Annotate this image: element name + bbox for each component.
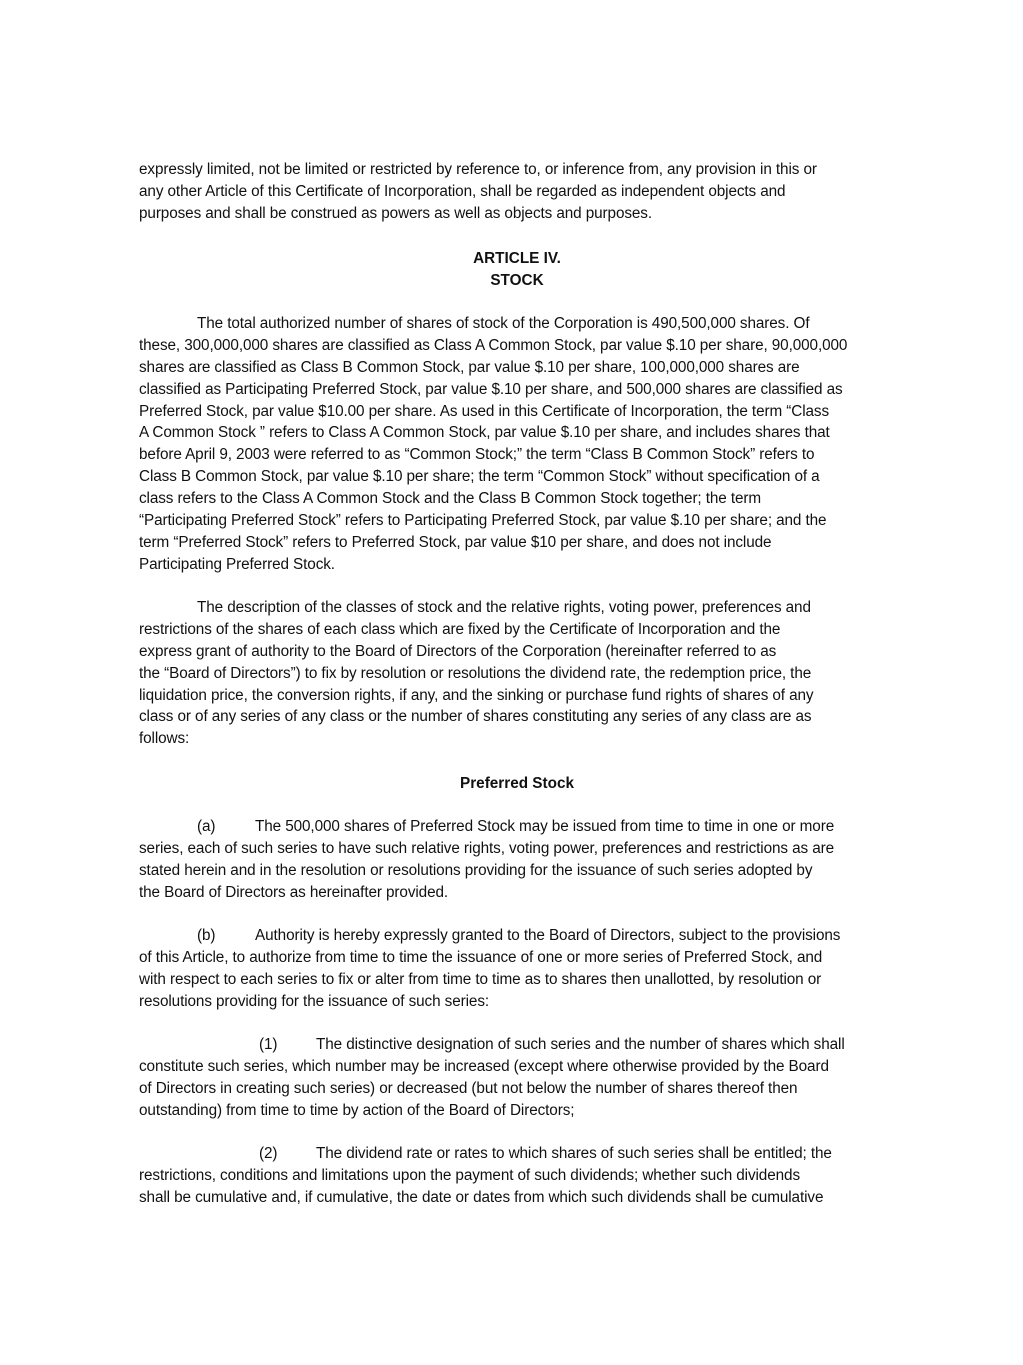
text-line: of Directors in creating such series) or decreased (but not below the number of shares thereof then (139, 1079, 798, 1097)
clause-label: (1) (259, 1036, 278, 1053)
clause-2 (139, 1143, 895, 1209)
text-line: shares are classified as Class B Common Stock, par value $.10 per share, 100,000,000 shares are (139, 358, 800, 376)
text-line: Class B Common Stock, par value $.10 per share; the term “Common Stock” without specification of a (139, 468, 820, 486)
text-line: class refers to the Class A Common Stock and the Class B Common Stock together; the term (139, 490, 762, 508)
preferred-stock-heading: Preferred Stock (460, 775, 574, 792)
text-line: The distinctive designation of such series and the number of shares which shall (316, 1036, 845, 1053)
text-line: resolutions providing for the issuance of such series: (139, 992, 490, 1010)
clause-label: (b) (197, 927, 216, 944)
clause-first-line (139, 816, 895, 838)
text-line: term “Preferred Stock” refers to Preferred Stock, par value $10 per share, and does not include (139, 533, 772, 551)
paragraph-class-description (139, 597, 895, 750)
text-line: any other Article of this Certificate of Incorporation, shall be regarded as independent objects and (139, 182, 786, 200)
text-line: The total authorized number of shares of stock of the Corporation is 490,500,000 shares. Of (197, 315, 810, 332)
text-line: express grant of authority to the Board of Directors of the Corporation (hereinafter referred to as (139, 642, 777, 660)
text-line: constitute such series, which number may be increased (except where otherwise provided by the Board (139, 1057, 829, 1075)
clause-first-line (139, 925, 895, 947)
paragraph-authorized-shares (139, 313, 895, 576)
clause-first-line (139, 1143, 895, 1165)
text-line: with respect to each series to fix or alter from time to time as to shares then unallotted, by resolution or (139, 970, 822, 988)
text-line: A Common Stock ” refers to Class A Common Stock, par value $.10 per share, and includes shares that (139, 424, 830, 442)
text-line: the Board of Directors as hereinafter provided. (139, 883, 449, 901)
clause-1 (139, 1034, 895, 1122)
text-line: series, each of such series to have such relative rights, voting power, preferences and restrictions as are (139, 839, 835, 857)
clause-label: (a) (197, 818, 216, 835)
text-line: shall be cumulative and, if cumulative, the date or dates from which such dividends shall be cumulative (139, 1188, 824, 1206)
text-line: Participating Preferred Stock. (139, 555, 335, 573)
clause-label: (2) (259, 1145, 278, 1162)
text-line: purposes and shall be construed as powers as well as objects and purposes. (139, 204, 653, 222)
text-line: class or of any series of any class or the number of shares constituting any series of any class are as (139, 708, 812, 726)
text-line: The dividend rate or rates to which shares of such series shall be entitled; the (316, 1145, 832, 1162)
article-title-heading: STOCK (490, 272, 544, 289)
text-line: “Participating Preferred Stock” refers to Participating Preferred Stock, par value $.10 per share; and the (139, 512, 827, 530)
article-number-heading: ARTICLE IV. (473, 250, 561, 267)
text-line: stated herein and in the resolution or resolutions providing for the issuance of such series adopted by (139, 861, 813, 879)
text-line: of this Article, to authorize from time to time the issuance of one or more series of Preferred Stock, and (139, 948, 823, 966)
clause-first-line (139, 1034, 895, 1056)
text-line: the “Board of Directors”) to fix by resolution or resolutions the dividend rate, the redemption price, the (139, 664, 812, 682)
clause-b (139, 925, 895, 1013)
text-line: liquidation price, the conversion rights, if any, and the sinking or purchase fund rights of shares of any (139, 686, 814, 704)
text-line: expressly limited, not be limited or restricted by reference to, or inference from, any provision in this or (139, 161, 817, 178)
text-line: The description of the classes of stock and the relative rights, voting power, preferences and (197, 599, 811, 616)
text-line: restrictions, conditions and limitations upon the payment of such dividends; whether such dividends (139, 1166, 800, 1184)
text-line: follows: (139, 730, 190, 748)
text-line: restrictions of the shares of each class which are fixed by the Certificate of Incorporation and the (139, 620, 781, 638)
text-line: Preferred Stock, par value $10.00 per share. As used in this Certificate of Incorporation, the term “Class (139, 402, 830, 420)
paragraph-continued (139, 159, 895, 225)
text-line: outstanding) from time to time by action of the Board of Directors; (139, 1101, 575, 1119)
text-line: classified as Participating Preferred Stock, par value $.10 per share, and 500,000 shares are classified as (139, 380, 843, 398)
text-line: these, 300,000,000 shares are classified as Class A Common Stock, par value $.10 per share, 90,000,000 (139, 336, 848, 354)
text-line: The 500,000 shares of Preferred Stock may be issued from time to time in one or more (255, 818, 835, 835)
text-line: before April 9, 2003 were referred to as “Common Stock;” the term “Class B Common Stock” refers to (139, 446, 815, 464)
text-line: Authority is hereby expressly granted to the Board of Directors, subject to the provisions (255, 927, 841, 944)
clause-a (139, 816, 895, 904)
